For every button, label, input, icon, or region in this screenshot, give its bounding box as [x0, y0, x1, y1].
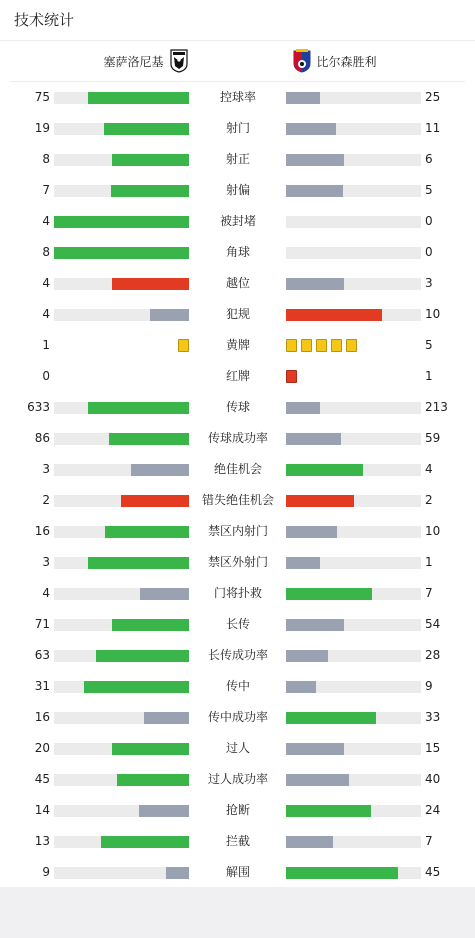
stat-label: 射正 [225, 152, 250, 166]
home-bar-track [54, 433, 189, 445]
home-bar-fill [139, 805, 189, 817]
away-stat-value: 0 [425, 245, 433, 259]
away-bar-track [286, 836, 421, 848]
home-bar-fill [112, 154, 189, 166]
stat-label: 传中 [225, 679, 250, 693]
away-bar-fill [286, 588, 372, 600]
home-stat-value: 633 [27, 400, 50, 414]
home-bar-fill [112, 278, 189, 290]
away-stat-value: 33 [425, 710, 441, 724]
away-stat-value: 6 [425, 152, 433, 166]
away-bar-track [286, 185, 421, 197]
away-stat-value: 15 [425, 741, 441, 755]
home-bar-track [54, 185, 189, 197]
stat-label: 被封堵 [219, 214, 256, 228]
stat-row [0, 423, 475, 454]
away-bar-track [286, 278, 421, 290]
home-stat-value: 45 [34, 772, 50, 786]
home-bar-fill [96, 650, 189, 662]
home-stat-value: 9 [42, 865, 50, 879]
home-stat-value: 2 [42, 493, 50, 507]
stats-list [0, 82, 475, 888]
away-stat-value: 4 [425, 462, 433, 476]
away-stat-value: 0 [425, 214, 433, 228]
home-bar-track [54, 712, 189, 724]
home-team-name: 塞萨洛尼基 [103, 54, 164, 69]
home-bar-fill [101, 836, 189, 848]
stat-row [0, 113, 475, 144]
stat-row [0, 671, 475, 702]
home-bar-track [54, 526, 189, 538]
away-bar-fill [286, 92, 320, 104]
away-bar-track [286, 154, 421, 166]
stat-row [0, 547, 475, 578]
away-bar-track [286, 247, 421, 259]
stat-row [0, 516, 475, 547]
stat-row [0, 237, 475, 268]
away-stat-value: 45 [425, 865, 441, 879]
home-cards [178, 339, 189, 352]
away-bar-track [286, 309, 421, 321]
away-bar-fill [286, 805, 371, 817]
away-bar-track [286, 433, 421, 445]
away-stat-value: 7 [425, 834, 433, 848]
home-stat-value: 3 [42, 555, 50, 569]
home-team[interactable] [103, 41, 187, 81]
home-bar-track [54, 681, 189, 693]
stat-label: 绝佳机会 [213, 462, 262, 476]
red-card-icon [286, 370, 297, 383]
away-bar-fill [286, 836, 333, 848]
away-stat-value: 7 [425, 586, 433, 600]
yellow-card-icon [331, 339, 342, 352]
plzen-crest-icon [293, 49, 311, 73]
away-stat-value: 10 [425, 307, 441, 321]
home-bar-track [54, 805, 189, 817]
stat-label: 红牌 [225, 369, 250, 383]
away-bar-fill [286, 712, 376, 724]
away-bar-track [286, 464, 421, 476]
stat-row [0, 144, 475, 175]
stat-label: 犯规 [225, 307, 250, 321]
stat-label: 拦截 [225, 834, 250, 848]
stat-label: 过人 [225, 741, 250, 755]
section-title: 技术统计 [0, 0, 475, 41]
stat-label: 传球 [225, 400, 250, 414]
away-bar-track [286, 92, 421, 104]
stat-label: 射门 [225, 121, 250, 135]
stat-label: 抢断 [225, 803, 250, 817]
away-bar-fill [286, 123, 336, 135]
away-bar-fill [286, 495, 354, 507]
home-stat-value: 16 [34, 524, 50, 538]
home-bar-fill [150, 309, 189, 321]
stat-label: 射偏 [225, 183, 250, 197]
home-bar-track [54, 619, 189, 631]
away-bar-fill [286, 774, 349, 786]
away-stat-value: 59 [425, 431, 441, 445]
home-bar-track [54, 495, 189, 507]
stat-label: 长传 [225, 617, 250, 631]
home-stat-value: 75 [34, 90, 50, 104]
stat-row [0, 609, 475, 640]
away-bar-track [286, 650, 421, 662]
home-stat-value: 1 [42, 338, 50, 352]
home-stat-value: 4 [42, 276, 50, 290]
home-bar-track [54, 836, 189, 848]
stat-row [0, 454, 475, 485]
home-bar-track [54, 278, 189, 290]
stat-row [0, 578, 475, 609]
away-stat-value: 25 [425, 90, 441, 104]
away-bar-fill [286, 650, 328, 662]
home-bar-track [54, 557, 189, 569]
home-bar-track [54, 867, 189, 879]
away-stat-value: 5 [425, 183, 433, 197]
stat-row [0, 299, 475, 330]
home-bar-fill [88, 402, 189, 414]
away-cards [286, 339, 357, 352]
stat-label: 禁区外射门 [207, 555, 268, 569]
home-bar-fill [104, 123, 189, 135]
away-bar-fill [286, 619, 344, 631]
away-bar-track [286, 805, 421, 817]
yellow-card-icon [346, 339, 357, 352]
home-stat-value: 8 [42, 245, 50, 259]
away-bar-fill [286, 681, 316, 693]
away-stat-value: 9 [425, 679, 433, 693]
home-bar-fill [111, 185, 189, 197]
home-stat-value: 16 [34, 710, 50, 724]
stat-label: 禁区内射门 [207, 524, 268, 538]
home-stat-value: 14 [34, 803, 50, 817]
yellow-card-icon [316, 339, 327, 352]
stat-label: 解围 [225, 865, 250, 879]
away-stat-value: 3 [425, 276, 433, 290]
away-stat-value: 24 [425, 803, 441, 817]
away-team[interactable] [293, 41, 377, 81]
away-bar-track [286, 123, 421, 135]
home-stat-value: 63 [34, 648, 50, 662]
home-bar-fill [121, 495, 189, 507]
stat-label: 长传成功率 [207, 648, 268, 662]
away-bar-track [286, 557, 421, 569]
home-stat-value: 19 [34, 121, 50, 135]
stat-row [0, 640, 475, 671]
away-stat-value: 5 [425, 338, 433, 352]
stat-row [0, 330, 475, 361]
away-bar-track [286, 681, 421, 693]
stat-row [0, 361, 475, 392]
home-bar-track [54, 309, 189, 321]
away-bar-track [286, 712, 421, 724]
home-bar-fill [84, 681, 189, 693]
away-stat-value: 11 [425, 121, 441, 135]
home-stat-value: 8 [42, 152, 50, 166]
home-stat-value: 7 [42, 183, 50, 197]
stat-row [0, 795, 475, 826]
stat-label: 错失绝佳机会 [201, 493, 274, 507]
stat-row [0, 268, 475, 299]
teams-header [10, 41, 465, 82]
paok-crest-icon [170, 49, 188, 73]
away-bar-fill [286, 278, 344, 290]
away-bar-fill [286, 309, 382, 321]
stat-label: 传中成功率 [207, 710, 268, 724]
home-stat-value: 3 [42, 462, 50, 476]
away-stat-value: 40 [425, 772, 441, 786]
yellow-card-icon [301, 339, 312, 352]
away-bar-track [286, 588, 421, 600]
stat-row [0, 826, 475, 857]
home-bar-fill [112, 619, 189, 631]
home-bar-fill [144, 712, 189, 724]
stat-row [0, 175, 475, 206]
home-stat-value: 71 [34, 617, 50, 631]
away-stat-value: 54 [425, 617, 441, 631]
away-stat-value: 213 [425, 400, 448, 414]
away-stat-value: 28 [425, 648, 441, 662]
home-bar-track [54, 650, 189, 662]
yellow-card-icon [286, 339, 297, 352]
stat-row [0, 485, 475, 516]
away-stat-value: 10 [425, 524, 441, 538]
home-bar-fill [166, 867, 189, 879]
yellow-card-icon [178, 339, 189, 352]
home-bar-track [54, 92, 189, 104]
stat-row [0, 702, 475, 733]
home-bar-track [54, 402, 189, 414]
away-bar-track [286, 495, 421, 507]
home-bar-track [54, 743, 189, 755]
home-bar-track [54, 247, 189, 259]
home-bar-fill [54, 216, 189, 228]
away-bar-fill [286, 464, 363, 476]
home-stat-value: 31 [34, 679, 50, 693]
home-bar-fill [117, 774, 189, 786]
away-bar-track [286, 402, 421, 414]
away-bar-fill [286, 743, 344, 755]
away-bar-track [286, 774, 421, 786]
home-bar-fill [109, 433, 189, 445]
away-bar-fill [286, 433, 341, 445]
away-bar-fill [286, 402, 320, 414]
stat-row [0, 857, 475, 888]
stat-label: 越位 [225, 276, 250, 290]
home-bar-fill [131, 464, 189, 476]
away-bar-track [286, 526, 421, 538]
stat-row [0, 764, 475, 795]
home-stat-value: 86 [34, 431, 50, 445]
stat-row [0, 392, 475, 423]
away-bar-fill [286, 867, 398, 879]
stat-label: 门将扑救 [213, 586, 262, 600]
stat-row [0, 733, 475, 764]
home-bar-fill [105, 526, 189, 538]
stat-label: 控球率 [219, 90, 256, 104]
home-stat-value: 4 [42, 214, 50, 228]
away-stat-value: 1 [425, 369, 433, 383]
away-bar-track [286, 743, 421, 755]
away-stat-value: 2 [425, 493, 433, 507]
away-bar-fill [286, 526, 337, 538]
home-stat-value: 0 [42, 369, 50, 383]
home-bar-track [54, 123, 189, 135]
away-bar-track [286, 619, 421, 631]
away-bar-track [286, 216, 421, 228]
home-bar-fill [140, 588, 189, 600]
home-bar-track [54, 154, 189, 166]
home-stat-value: 13 [34, 834, 50, 848]
home-bar-fill [88, 557, 189, 569]
stat-label: 黄牌 [225, 338, 250, 352]
home-bar-track [54, 464, 189, 476]
home-stat-value: 4 [42, 586, 50, 600]
home-bar-track [54, 588, 189, 600]
home-bar-fill [54, 247, 189, 259]
away-bar-track [286, 867, 421, 879]
stat-label: 角球 [225, 245, 250, 259]
away-stat-value: 1 [425, 555, 433, 569]
home-bar-track [54, 774, 189, 786]
home-stat-value: 20 [34, 741, 50, 755]
away-cards [286, 370, 297, 383]
away-bar-fill [286, 557, 320, 569]
home-bar-fill [88, 92, 189, 104]
stat-row [0, 82, 475, 113]
stat-label: 传球成功率 [207, 431, 268, 445]
away-bar-fill [286, 185, 343, 197]
away-team-name: 比尔森胜利 [316, 54, 377, 69]
home-stat-value: 4 [42, 307, 50, 321]
home-bar-track [54, 216, 189, 228]
stat-label: 过人成功率 [207, 772, 268, 786]
away-bar-fill [286, 154, 344, 166]
stat-row [0, 206, 475, 237]
home-bar-fill [112, 743, 189, 755]
